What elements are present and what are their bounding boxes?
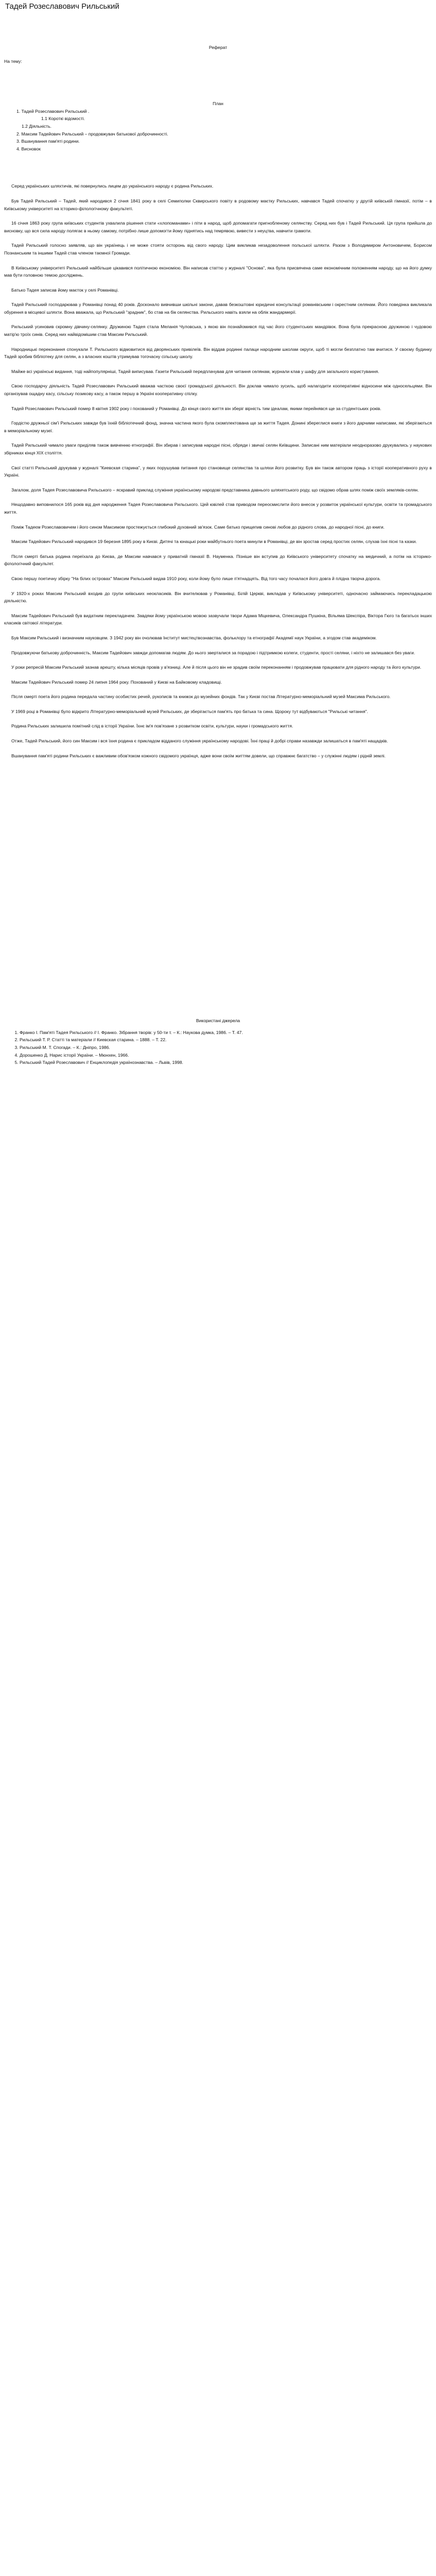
reference-item: 3. Рильський М. Т. Спогади. – К.: Дніпро, 1986.	[20, 1044, 432, 1052]
toc-item: 1.1 Короткі відомості.	[41, 116, 85, 122]
reference-item: 2. Рильський Т. Р. Статті та матеріали // Киевская старина. – 1888. – Т. 22.	[20, 1036, 432, 1044]
document-page	[0, 2, 436, 2576]
paragraph: В Київському університеті Рильський найбільше цікавився політичною економією. Він написав статтю у журналі "Основа", яка була присвячена саме економічним положенням народу, що на його думку мав бути головною темою досліджень.	[4, 265, 432, 278]
paragraph: Максим Тадейович Рильський помер 24 липня 1964 року. Похований у Києві на Байковому кладовищі.	[11, 679, 222, 685]
paragraph: Тадей Рильський голосно заявляв, що він українець і не може стояти осторонь від свого народу. Цим викликав незадоволення польської шляхти. Разом з Володимиром Антоновичем, Борисом Познанським та іншими Тадей став членом таємної Громади.	[4, 243, 432, 256]
paragraph: Тадей Рильський чимало уваги приділяв також вивченню етнографії. Він збирав і записував народні пісні, обряди і звичаї селян Київщини. Записані ним матеріали неодноразово друкувались у наукових збірниках кінця XIX століття.	[4, 443, 432, 455]
paragraph: Загалом, доля Тадея Розеславовича Рильського – яскравий приклад служіння українському народові представника давнього шляхетського роду, що свідомо обрав шлях поміж своїх земляків-селян.	[11, 487, 419, 493]
topic-line: На тему:	[4, 58, 22, 64]
toc-item: 1.2 Діяльність.	[22, 123, 51, 129]
references-heading: Використані джерела	[196, 1018, 240, 1024]
paragraph: Максим Тадейович Рильський був видатним перекладачем. Завдяки йому українською мовою зазвучали твори Адама Міцкевича, Олександра Пушкіна, Вільяма Шекспіра, Віктора Гюго та багатьох інших класиків світової літератури.	[4, 613, 432, 626]
paragraph: Гордістю дружньої сім'ї Рильських завжди був їхній бібліотечний фонд, значна частина якого була скомплектована ще за життя Тадея. Донині збереглися книги з його дарчими написами, які зберігаються в меморіальному музеї.	[4, 420, 432, 433]
toc-item: 4. Висновок	[16, 146, 41, 151]
paragraph: Продовжуючи батькову доброчинність, Максим Тадейович завжди допомагав людям. До нього зверталися за порадою і підтримкою колеги, студенти, прості селяни, і ніхто не залишався без уваги.	[11, 650, 415, 655]
paragraph: Свої статті Рильський друкував у журналі "Киевская старина", у яких порушував питання про становище селянства та шляхи його розвитку. Був він також автором праць з історії кооперативного руху в Україні.	[4, 465, 432, 478]
paragraph: Народницькі переконання спонукали Т. Рильського відмовитися від дворянських привілеїв. Він віддав родинні палаци народним школам округи, щоб ті могли безплатно там вчитися. У своєму будинку Тадей зробив бібліотеку для селян, а з власних коштів утримував тогочасну сільську школу.	[4, 346, 432, 360]
paragraph: Вшанування пам'яті родини Рильських є важливим обов'язком кожного свідомого українця, адже вони своїм життям довели, що справжнє багатство – у служінні людям і рідній землі.	[11, 753, 386, 758]
paragraph: Батько Тадея записав йому маєток у селі Романівці.	[11, 287, 119, 293]
toc-item: 1. Тадей Розеславович Рильський .	[16, 108, 90, 114]
paragraph: Свою господарчу діяльність Тадей Розеславович Рильський вважав часткою своєї громадської діяльності. Він доклав чимало зусиль, щоб налагодити кооперативні відносини між односельцями. Він організував ощадну касу, сільську позикову касу, а також першу в Україні кооперативну спілку.	[4, 383, 432, 397]
body-text	[4, 182, 432, 759]
paragraph: Тадей Рильський господарював у Романівці понад 40 років. Досконало вивчивши шкільні закони, давав безкоштовні юридичні консультації романівським і окрестним селянам. Його поведінка викликала обурення в місцевої шляхти. Вона вважала, що Рильський "зрадник", бо став на бік селянства. Рильського навіть взяли на облік жандармерії.	[4, 302, 432, 315]
paragraph: 16 січня 1863 року група київських студентів ухвалила рішення стати «хлопоманами» і піти в народ, щоб допомагати пригнобленому селянству. Серед них був і Тадей Рильський. Ця група прийшла до висновку, що вся сила народу полягає в ньому самому, потрібно лише допомогти йому піднятись над темрявою, вивести з неуцтва, навчити грамоти.	[4, 221, 432, 233]
paragraph: Свою першу поетичну збірку "На білих островах" Максим Рильський видав 1910 року, коли йому було лише п'ятнадцять. Від того часу почалася його довга й плідна творча дорога.	[11, 575, 381, 581]
paragraph: Серед українських шляхтичів, які повернулись лицем до українського народу є родина Рильських.	[11, 183, 214, 189]
paragraph: Майже всі українські видання, тоді найпопулярніші, Тадей виписував. Газети Рильський передплачував для читання селянам, журнали клав у шафу для загального користування.	[11, 368, 379, 374]
toc-item: 2. Максим Тадейович Рильський – продовжувач батькової доброчинності.	[16, 131, 168, 137]
paragraph: Максим Тадейович Рильський народився 19 березня 1895 року в Києві. Дитячі та юнацькі роки майбутнього поета минули в Романівці, де він зростав серед простих селян, слухав їхні пісні та казки.	[11, 539, 417, 545]
paragraph: У 1969 році в Романівці було відкрито Літературно-меморіальний музей Рильських, де зберігається пам'ять про батька та сина. Щороку тут відбуваються "Рильські читання".	[11, 708, 369, 714]
document-title: Тадей Розеславович Рильський	[5, 2, 119, 11]
paragraph: Отже, Тадей Рильський, його син Максим і вся їхня родина є прикладом відданого служіння українському народові. Їхні праці й добрі справи назавжди залишаться в пам'яті нащадків.	[11, 738, 388, 744]
paragraph: У роки репресій Максим Рильський зазнав арешту, кілька місяців провів у в'язниці. Але й після цього він не зрадив своїм переконанням і продовжував працювати для рідного народу та його культури.	[11, 665, 422, 670]
abstract-label: Реферат	[208, 45, 228, 50]
paragraph: Родина Рильських залишила помітний слід в історії України. Їхнє ім'я пов'язане з розвитком освіти, культури, науки і громадського життя.	[11, 723, 293, 729]
toc-item: 3. Вшанування пам'яті родини.	[16, 139, 80, 144]
reference-item: 5. Рильський Тадей Розеславович // Енциклопедія українознавства. – Львів, 1998.	[20, 1059, 432, 1066]
paragraph: Поміж Тадеєм Розеславовичем і його сином Максимом простежується глибокий духовний зв'язок. Саме батько прищепив синові любов до рідного слова, до народної пісні, до книги.	[11, 524, 385, 530]
paragraph: Тадей Розеславович Рильський помер 8 квітня 1902 року і похований у Романівці. До кінця свого життя він зберіг вірність тим ідеалам, якими перейнявся ще за студентських років.	[11, 405, 381, 411]
table-of-contents	[4, 108, 432, 153]
reference-item: 4. Дорошенко Д. Нарис історії України. – Мюнхен, 1966.	[20, 1052, 432, 1059]
paragraph: Був Максим Рильський і визначним науковцем. З 1942 року він очолював Інститут мистецтвознавства, фольклору та етнографії Академії наук України, а згодом став академіком.	[11, 635, 377, 640]
references-list	[4, 1029, 432, 1066]
paragraph: Нещодавно виповнилося 165 років від дня народження Тадея Розеславовича Рильського. Цей ювілей став приводом переосмислити його внесок у розвиток української культури, освіти та громадського життя.	[4, 502, 432, 515]
toc-heading: План	[213, 101, 223, 107]
paragraph: Після смерті поета його родина передала частину особистих речей, рукописів та книжок до музейних фондів. Так у Києві постав Літературно-меморіальний музей Максима Рильського.	[11, 694, 391, 700]
paragraph: У 1920-х роках Максим Рильський входив до групи київських неокласиків. Він вчителював у Романівці, Білій Церкві, викладав у Київському університеті, одночасно займаючись перекладацькою діяльністю.	[4, 590, 432, 604]
reference-item: 1. Франко І. Пам'яті Тадея Рильського // І. Франко. Зібрання творів: у 50-ти т. – К.: Наукова думка, 1986. – Т. 47.	[20, 1029, 432, 1037]
paragraph: Рильський усиновив скромну дівчину-селянку. Дружиною Тадея стала Меланія Чуловська, з якою він познайомився під час його студентських мандрівок. Вона була прекрасною дружиною і чудовою матір'ю троїх синів. Серед них найвідомішим став Максим Рильський.	[4, 324, 432, 337]
paragraph: Після смерті батька родина переїхала до Києва, де Максим навчався у приватній гімназії В. Науменка. Пізніше він вступив до Київського університету спочатку на медичний, а потім на історико-філологічний факультет.	[4, 553, 432, 567]
paragraph: Був Тадей Рильський – Тадей, який народився 2 січня 1841 року в селі Семиполки Сквирського повіту в родовому маєтку Рильських, навчався Тадей спочатку у другій київській гімназії, потім – в Київському університеті на історико-філологічному факультеті.	[4, 198, 432, 211]
